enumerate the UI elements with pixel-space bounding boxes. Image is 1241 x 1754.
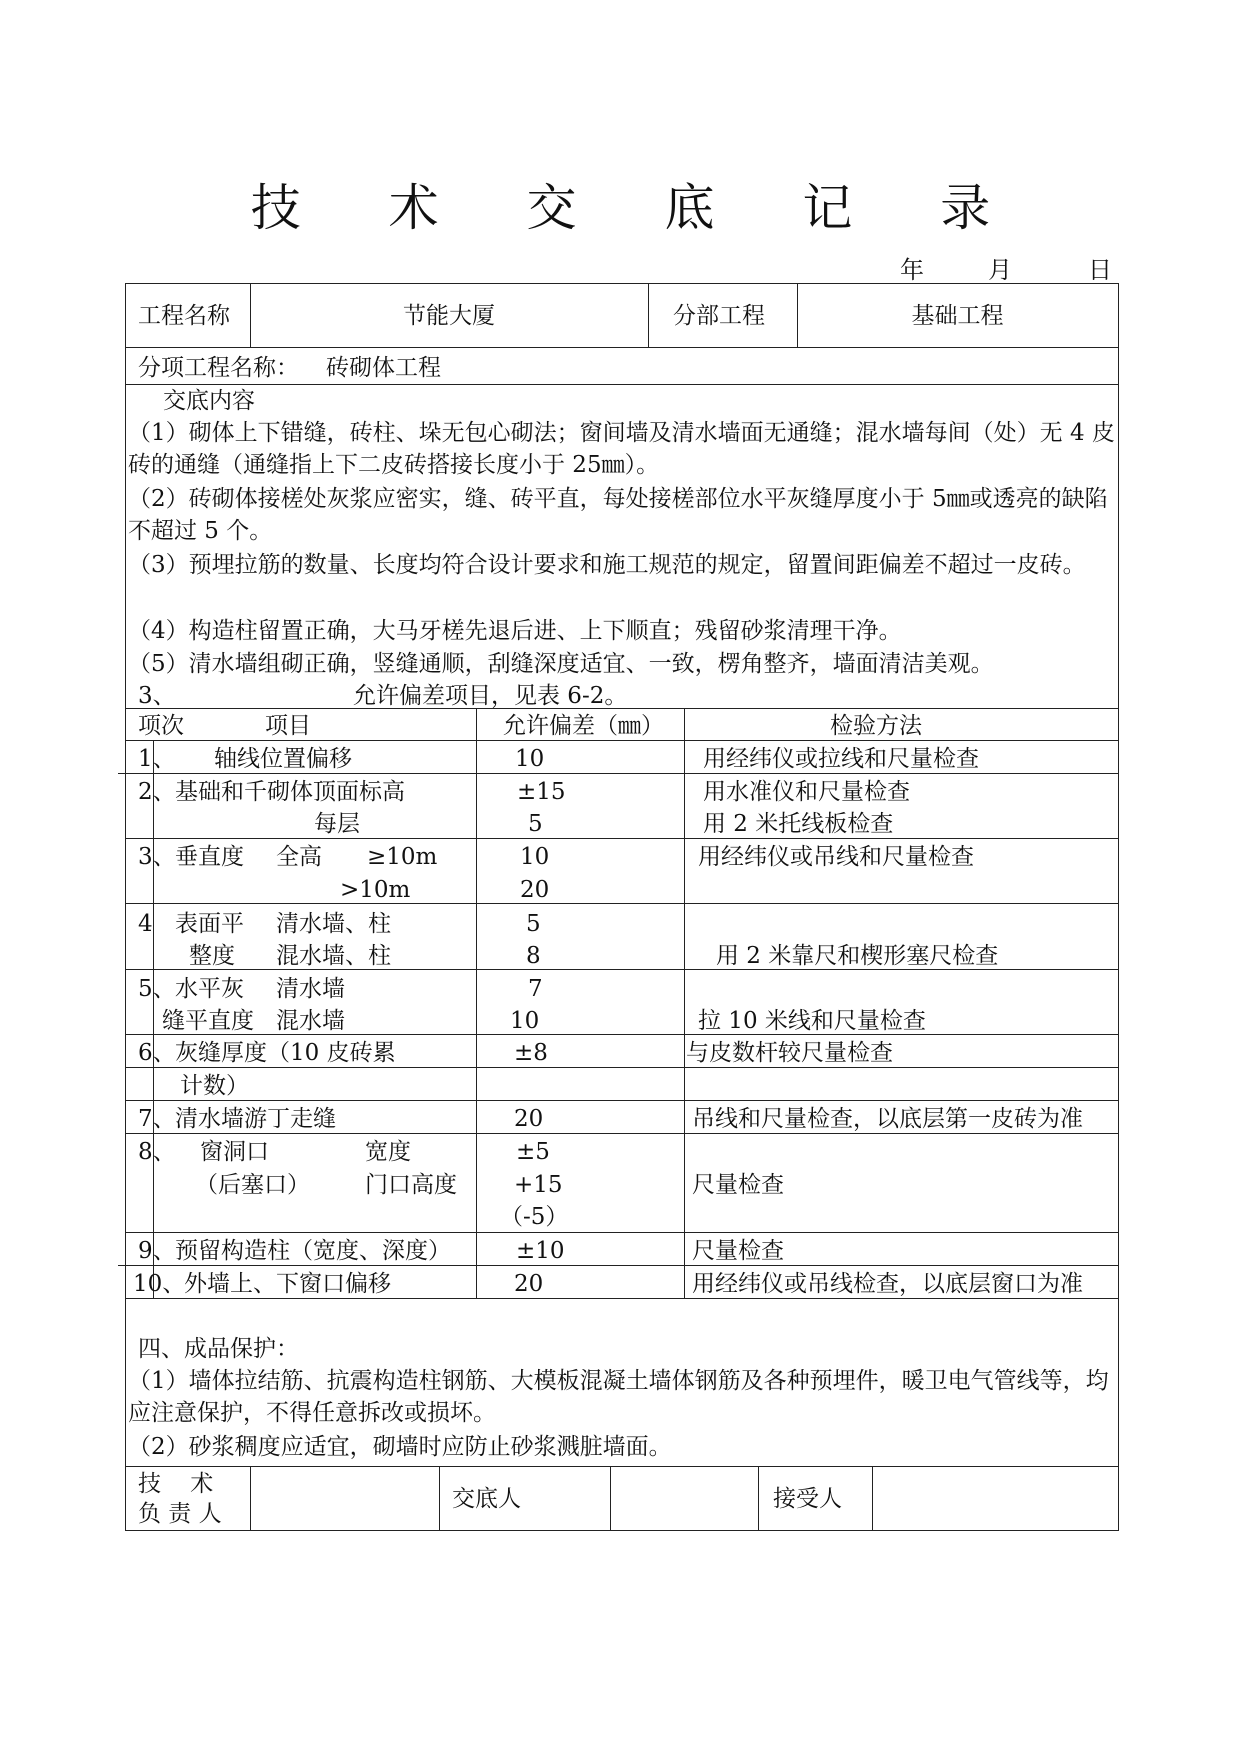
discloser-signature-field[interactable] <box>611 1468 757 1528</box>
date-year: 年 <box>900 256 924 284</box>
signature-line <box>125 1466 1119 1467</box>
row-item: 窗洞口 <box>200 1139 269 1165</box>
signature-line <box>439 1466 440 1530</box>
date-day: 日 <box>1088 256 1112 284</box>
receiver-signature-field[interactable] <box>873 1468 1117 1528</box>
row-item: 清水墙、柱 <box>276 911 391 937</box>
row-number: 5、 <box>138 976 176 1002</box>
divider <box>648 283 649 347</box>
table-line <box>684 708 685 1298</box>
row-item: （后塞口） <box>195 1172 310 1198</box>
row-method: 用经纬仪或吊线检查，以底层窗口为准 <box>692 1271 1083 1297</box>
row-tolerance: ±10 <box>516 1238 565 1264</box>
frame-top <box>125 283 1119 284</box>
row-tolerance: 10 <box>515 746 545 772</box>
row-method: 用经纬仪或吊线和尺量检查 <box>698 844 974 870</box>
row-number: 2、 <box>138 779 176 805</box>
row-tolerance: 10 <box>520 844 550 870</box>
tech-lead-label: 技 术 <box>138 1471 214 1497</box>
date-month: 月 <box>988 256 1012 284</box>
table-line <box>125 1232 1119 1233</box>
table-line <box>118 1265 1119 1266</box>
discloser-label: 交底人 <box>452 1486 521 1512</box>
disclosure-item: （1）砌体上下错缝，砖柱、垛无包心砌法；窗间墙及清水墙面无通缝；混水墙每间（处）无 4 皮砖的通缝（通缝指上下二皮砖搭接长度小于 25㎜）。 <box>128 420 1115 478</box>
row-number: 8、 <box>138 1139 176 1165</box>
table-line <box>125 1034 1119 1035</box>
receiver-label: 接受人 <box>773 1486 842 1512</box>
deviation-text: 允许偏差项目，见表 6-2。 <box>353 683 628 709</box>
tech-lead-label: 负 责 人 <box>138 1501 222 1527</box>
deviation-number: 3、 <box>138 683 176 709</box>
frame-right <box>1118 283 1119 1531</box>
row-item: 水平灰 <box>175 976 244 1002</box>
row-method: 拉 10 米线和尺量检查 <box>698 1008 926 1034</box>
row-item: 清水墙 <box>276 976 345 1002</box>
subitem-label: 分项工程名称： <box>138 355 299 381</box>
row-tolerance: ±5 <box>516 1139 550 1165</box>
disclosure-item: （3）预埋拉筋的数量、长度均符合设计要求和施工规范的规定，留置间距偏差不超过一皮砖。 <box>128 552 1086 578</box>
row-method: 尺量检查 <box>692 1172 784 1198</box>
row-method: 用经纬仪或拉线和尺量检查 <box>703 746 979 772</box>
row-item: 宽度 <box>365 1139 411 1165</box>
row-item: 混水墙、柱 <box>276 943 391 969</box>
table-line <box>125 1067 1119 1068</box>
row-item: 全高 <box>276 844 322 870</box>
row-method: 吊线和尺量检查，以底层第一皮砖为准 <box>692 1106 1083 1132</box>
disclosure-item: （4）构造柱留置正确，大马牙槎先退后进、上下顺直；残留砂浆清理干净。 <box>128 618 902 644</box>
row-method: 用 2 米托线板检查 <box>703 811 894 837</box>
table-line <box>125 838 1119 839</box>
row-number: 7、 <box>138 1106 176 1132</box>
row-number: 3、 <box>138 844 176 870</box>
row-tolerance: 7 <box>528 976 543 1002</box>
tech-lead-signature-field[interactable] <box>251 1468 437 1528</box>
row-tolerance: +15 <box>514 1172 563 1198</box>
table-line <box>125 708 1119 709</box>
row-tolerance: （-5） <box>500 1204 569 1230</box>
divider <box>125 384 1119 385</box>
row-number: 10、 <box>133 1271 186 1297</box>
disclosure-heading: 交底内容 <box>163 388 255 414</box>
row-item: 缝平直度 <box>162 1008 254 1034</box>
col-header-item: 项目 <box>265 713 311 739</box>
row-tolerance: 20 <box>520 877 550 903</box>
protection-item: （2）砂浆稠度应适宜，砌墙时应防止砂浆溅脏墙面。 <box>128 1434 672 1460</box>
table-line <box>118 773 1119 774</box>
row-item: 轴线位置偏移 <box>214 746 352 772</box>
signature-line <box>758 1466 759 1530</box>
row-number: 1、 <box>138 746 176 772</box>
table-line <box>125 1133 1119 1134</box>
table-line <box>125 1298 1119 1299</box>
table-line <box>125 1100 1119 1101</box>
table-line <box>153 740 154 1298</box>
row-tolerance: 5 <box>526 911 541 937</box>
division-label: 分部工程 <box>673 303 765 329</box>
protection-heading: 四、成品保护： <box>138 1336 299 1362</box>
row-item: ≥10m <box>367 844 438 870</box>
table-line <box>476 708 477 1298</box>
row-item: 基础和千砌体顶面标高 <box>175 779 405 805</box>
project-name-label: 工程名称 <box>138 303 230 329</box>
row-item: 清水墙游丁走缝 <box>175 1106 336 1132</box>
row-number: 6、 <box>138 1040 176 1066</box>
row-item: 垂直度 <box>175 844 244 870</box>
row-item: 灰缝厚度（10 皮砖累 <box>175 1040 396 1066</box>
disclosure-item: （2）砖砌体接槎处灰浆应密实，缝、砖平直，每处接槎部位水平灰缝厚度小于 5㎜或透亮的缺陷不超过 5 个。 <box>128 486 1108 544</box>
row-item: 外墙上、下窗口偏移 <box>184 1271 391 1297</box>
row-item: 混水墙 <box>276 1008 345 1034</box>
table-line <box>125 740 1119 741</box>
row-item: 预留构造柱（宽度、深度） <box>175 1238 451 1264</box>
row-item: 计数） <box>180 1073 249 1099</box>
row-method: 用水准仪和尺量检查 <box>703 779 910 805</box>
row-item: 表面平 <box>175 911 244 937</box>
row-method: 尺量检查 <box>692 1238 784 1264</box>
frame-bottom <box>125 1530 1119 1531</box>
table-line <box>125 903 1119 904</box>
disclosure-item: （5）清水墙组砌正确，竖缝通顺，刮缝深度适宜、一致，楞角整齐，墙面清洁美观。 <box>128 651 994 677</box>
row-item: 门口高度 <box>365 1172 457 1198</box>
row-tolerance: ±8 <box>514 1040 548 1066</box>
frame-left <box>125 283 126 1531</box>
row-method: 用 2 米靠尺和楔形塞尺检查 <box>716 943 999 969</box>
subitem-value: 砖砌体工程 <box>326 355 441 381</box>
row-tolerance: 8 <box>526 943 541 969</box>
protection-item: （1）墙体拉结筋、抗震构造柱钢筋、大模板混凝土墙体钢筋及各种预埋件，暖卫电气管线等，均应注意保护，不得任意拆改或损坏。 <box>128 1368 1109 1426</box>
page-title: 技 术 交 底 记 录 <box>250 179 1027 237</box>
row-method: 与皮数杆较尺量检查 <box>686 1040 893 1066</box>
col-header-tolerance: 允许偏差（㎜） <box>503 713 664 739</box>
project-name: 节能大厦 <box>403 303 495 329</box>
row-tolerance: ±15 <box>517 779 566 805</box>
division-value: 基础工程 <box>911 303 1004 329</box>
row-item: 每层 <box>314 811 360 837</box>
divider <box>125 347 1119 348</box>
row-item: >10m <box>340 877 411 903</box>
row-item: 整度 <box>189 943 235 969</box>
col-header-method: 检验方法 <box>830 713 922 739</box>
row-number: 9、 <box>138 1238 176 1264</box>
row-tolerance: 20 <box>514 1271 544 1297</box>
row-tolerance: 10 <box>510 1008 540 1034</box>
col-header-no: 项次 <box>138 713 184 739</box>
row-tolerance: 20 <box>514 1106 544 1132</box>
row-tolerance: 5 <box>528 811 543 837</box>
row-number: 4 <box>138 911 153 937</box>
